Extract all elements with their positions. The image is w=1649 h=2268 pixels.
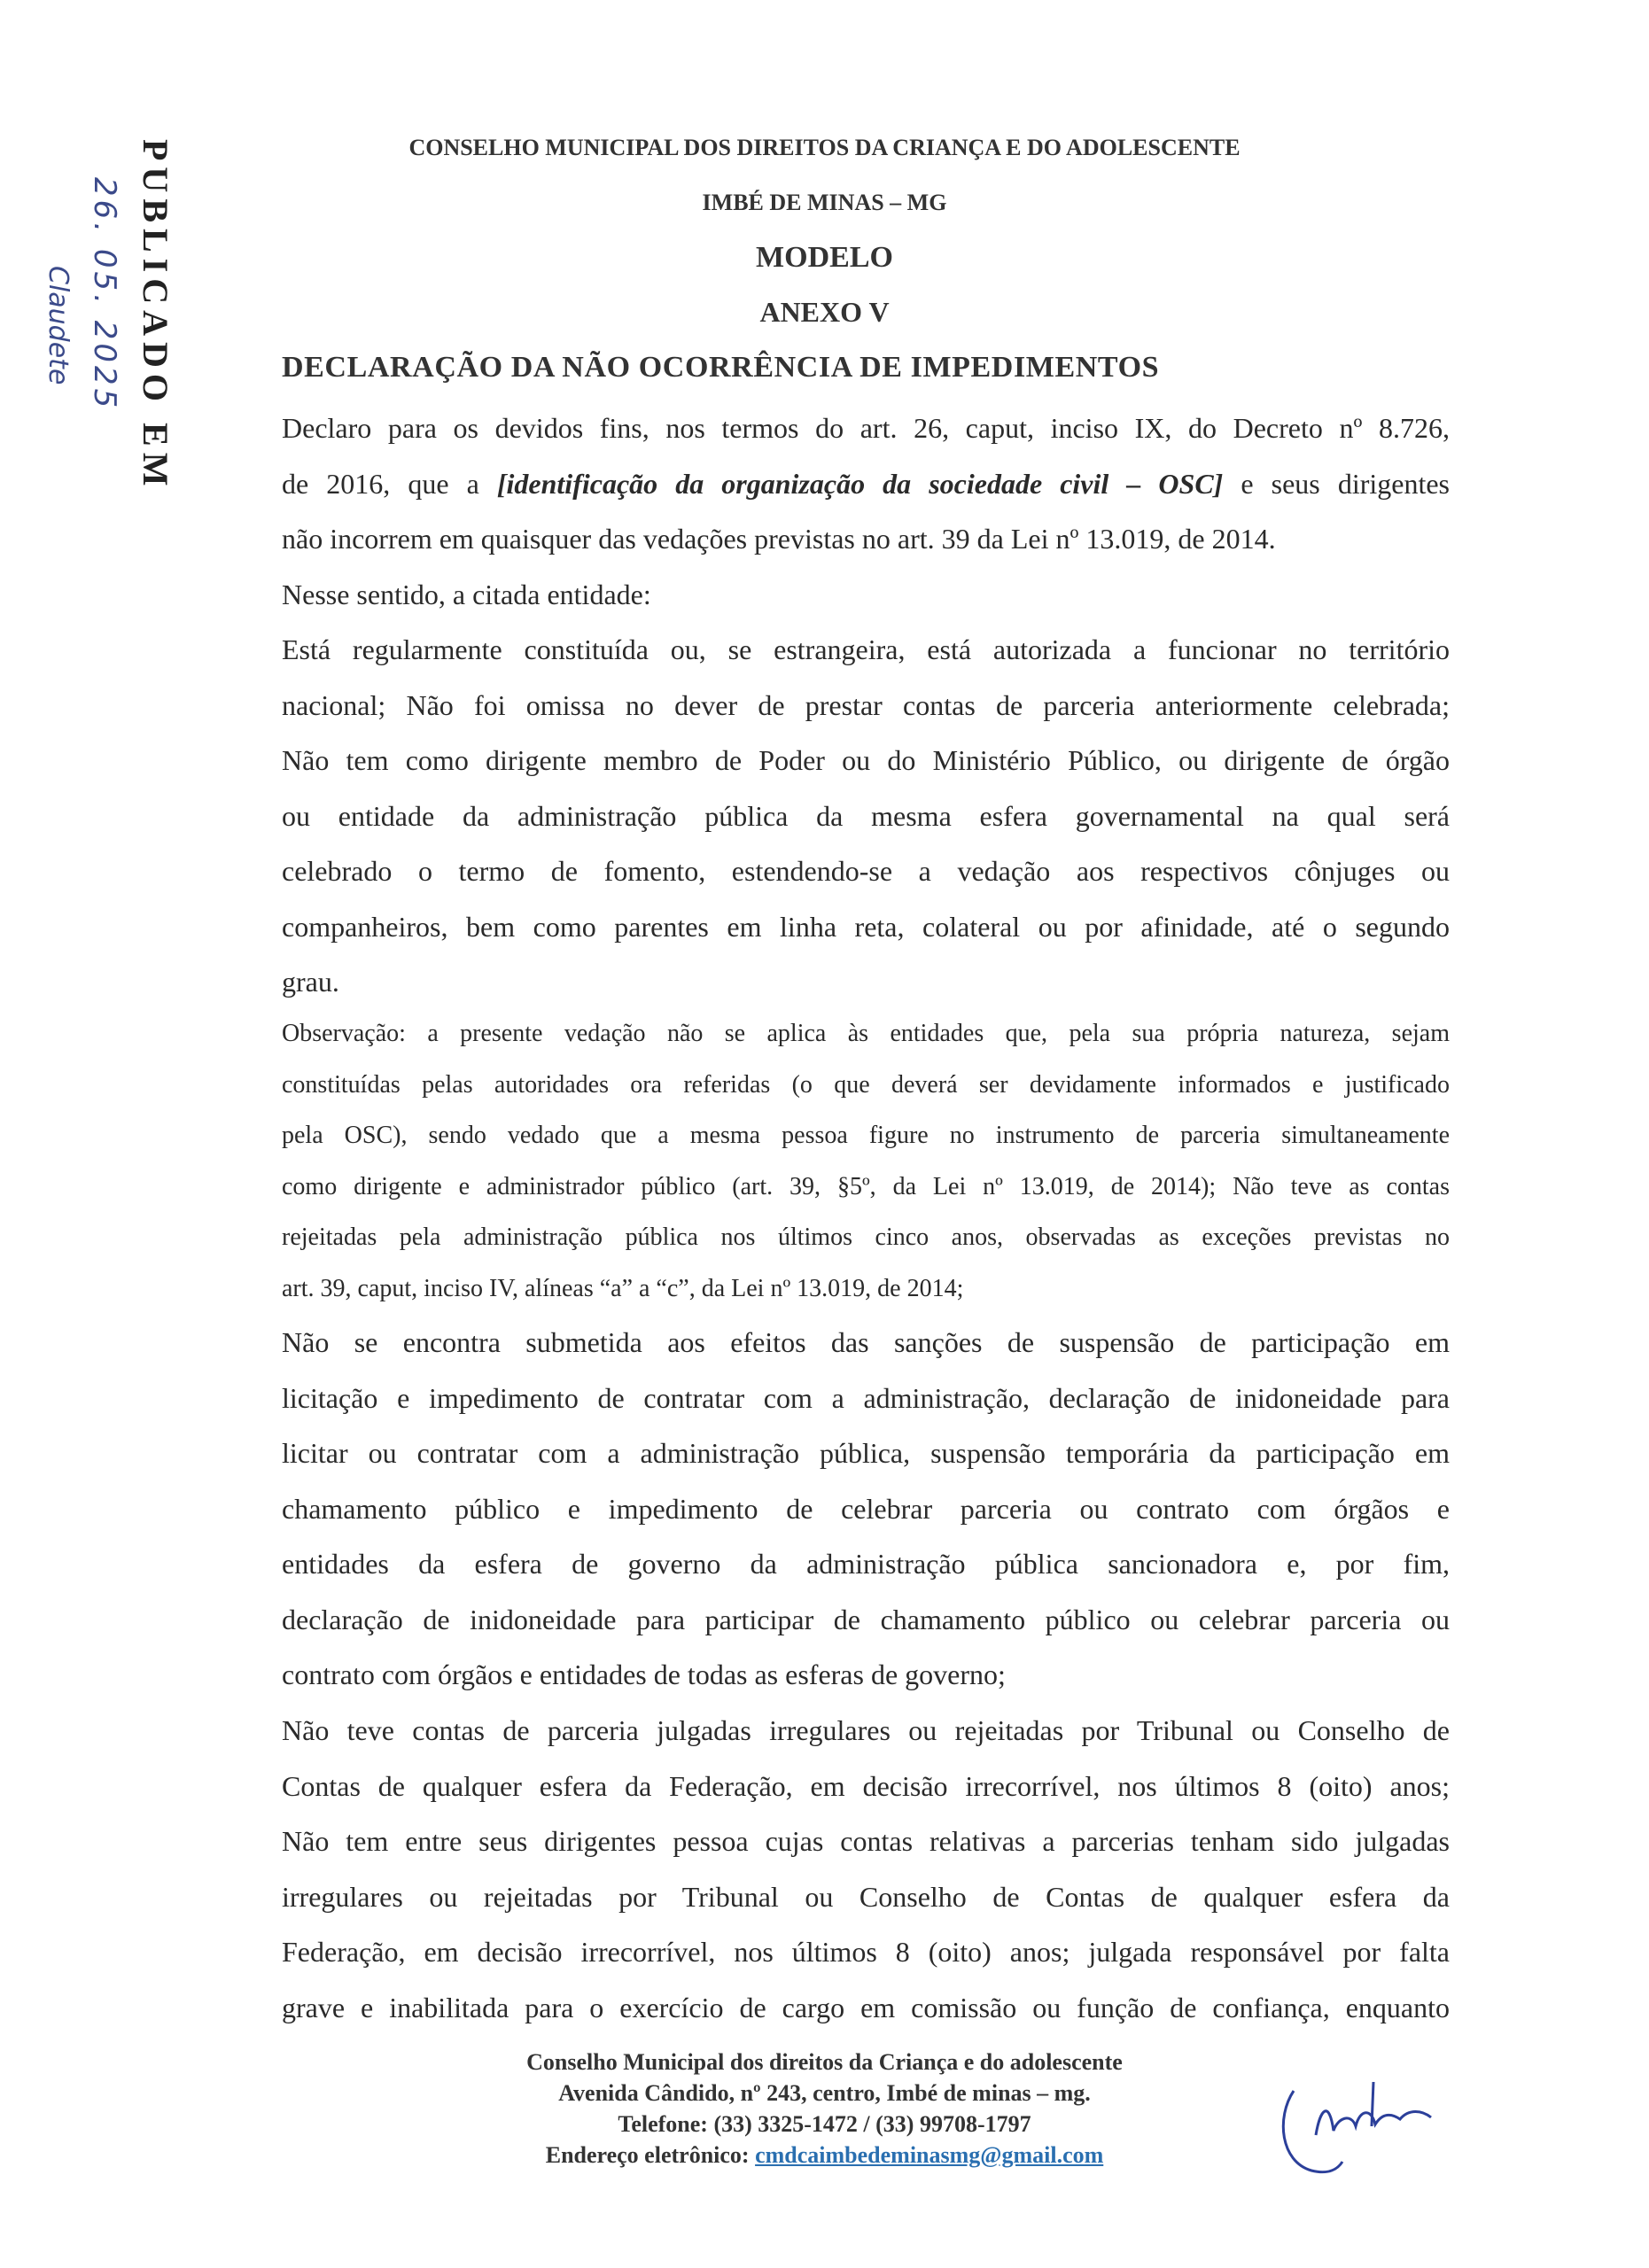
org-name: CONSELHO MUNICIPAL DOS DIREITOS DA CRIANÇA E DO ADOLESCENTE <box>408 135 1241 160</box>
text-line: art. 39, caput, inciso IV, alíneas “a” a “c”, da Lei nº 13.019, de 2014; <box>282 1274 964 1302</box>
text-line: companheiros, bem como parentes em linha reta, colateral ou por afinidade, até o segundo <box>282 910 1450 943</box>
text-line: não incorrem em quaisquer das vedações previstas no art. 39 da Lei nº 13.019, de 2014. <box>282 523 1276 555</box>
text-line: licitação e impedimento de contratar com a administração, declaração de inidoneidade para <box>282 1381 1450 1414</box>
text-line: como dirigente e administrador público (art. 39, §5º, da Lei nº 13.019, de 2014); Não teve as contas <box>282 1172 1450 1200</box>
text-line: grau. <box>282 966 339 998</box>
initials-signature <box>1267 2055 1480 2188</box>
text-line: Não teve contas de parceria julgadas irregulares ou rejeitadas por Tribunal ou Conselho de <box>282 1714 1450 1746</box>
text-line: Não tem como dirigente membro de Poder ou do Ministério Público, ou dirigente de órgão <box>282 744 1450 776</box>
stamp-date: 26. 05. 2025 <box>87 177 122 412</box>
text-line: Não se encontra submetida aos efeitos das sanções de suspensão de participação em <box>282 1326 1450 1358</box>
publication-stamp: PUBLICADO EM <box>136 139 175 493</box>
observation-note <box>282 1008 1450 1315</box>
text-line: Não tem entre seus dirigentes pessoa cujas contas relativas a parcerias tenham sido julgadas <box>282 1825 1450 1857</box>
text-line: pela OSC), sendo vedado que a mesma pessoa figure no instrumento de parceria simultaneamente <box>282 1122 1450 1150</box>
signature-mark <box>1267 2055 1480 2188</box>
city-name: IMBÉ DE MINAS – MG <box>702 190 947 215</box>
text-line: Contas de qualquer esfera da Federação, em decisão irrecorrível, nos últimos 8 (oito) anos; <box>282 1769 1450 1802</box>
text-line: declaração de inidoneidade para participar de chamamento público ou celebrar parceria ou <box>282 1603 1450 1635</box>
text-line: celebrado o termo de fomento, estendendo-se a vedação aos respectivos cônjuges ou <box>282 855 1450 887</box>
text-line: nacional; Não foi omissa no dever de prestar contas de parceria anteriormente celebrada; <box>282 688 1450 721</box>
text-line: Nesse sentido, a citada entidade: <box>282 578 651 610</box>
text-line: ou entidade da administração pública da mesma esfera governamental na qual será <box>282 799 1450 832</box>
text-line: de 2016, que a [identificação da organização da sociedade civil – OSC] e seus dirigentes <box>282 467 1450 500</box>
text-line: rejeitadas pela administração pública nos últimos cinco anos, observadas as exceções previstas no <box>282 1223 1450 1252</box>
footer-email-line: Endereço eletrônico: cmdcaimbedeminasmg@gmail.com <box>545 2142 1104 2168</box>
text-line: chamamento público e impedimento de celebrar parceria ou contrato com órgãos e <box>282 1492 1450 1525</box>
stamp-signature: Claudete <box>43 266 74 385</box>
osc-placeholder: [identificação da organização da sociedade civil – OSC] <box>496 467 1224 500</box>
text-line: Está regularmente constituída ou, se estrangeira, está autorizada a funcionar no território <box>282 633 1450 665</box>
text-line: contrato com órgãos e entidades de todas as esferas de governo; <box>282 1658 1006 1690</box>
text-line: Observação: a presente vedação não se aplica às entidades que, pela sua própria natureza, sejam <box>282 1020 1450 1047</box>
annex-label: ANEXO V <box>759 296 890 328</box>
email-link[interactable]: cmdcaimbedeminasmg@gmail.com <box>755 2142 1104 2168</box>
paragraph-item1 <box>282 622 1450 1010</box>
paragraph-item2 <box>282 1315 1450 1703</box>
declaration-intro <box>282 400 1450 622</box>
page-title: DECLARAÇÃO DA NÃO OCORRÊNCIA DE IMPEDIMENTOS <box>282 351 1160 384</box>
text-line: constituídas pelas autoridades ora referidas (o que deverá ser devidamente informados e justificado <box>282 1070 1450 1099</box>
text-line: irregulares ou rejeitadas por Tribunal ou Conselho de Contas de qualquer esfera da <box>282 1880 1450 1913</box>
paragraph-item3 <box>282 1703 1450 2035</box>
model-label: MODELO <box>756 241 893 274</box>
text-line: Declaro para os devidos fins, nos termos do art. 26, caput, inciso IX, do Decreto nº 8.726, <box>282 412 1450 444</box>
text-line: Federação, em decisão irrecorrível, nos últimos 8 (oito) anos; julgada responsável por falta <box>282 1936 1450 1968</box>
footer-phone: Telefone: (33) 3325-1472 / (33) 99708-1797 <box>618 2111 1031 2137</box>
text-line: entidades da esfera de governo da administração pública sancionadora e, por fim, <box>282 1548 1450 1580</box>
text-line: grave e inabilitada para o exercício de cargo em comissão ou função de confiança, enquanto <box>282 1991 1450 2023</box>
text-line: licitar ou contratar com a administração pública, suspensão temporária da participação em <box>282 1437 1450 1469</box>
footer-org: Conselho Municipal dos direitos da Criança e do adolescente <box>526 2049 1123 2075</box>
footer-address: Avenida Cândido, nº 243, centro, Imbé de minas – mg. <box>558 2080 1091 2106</box>
